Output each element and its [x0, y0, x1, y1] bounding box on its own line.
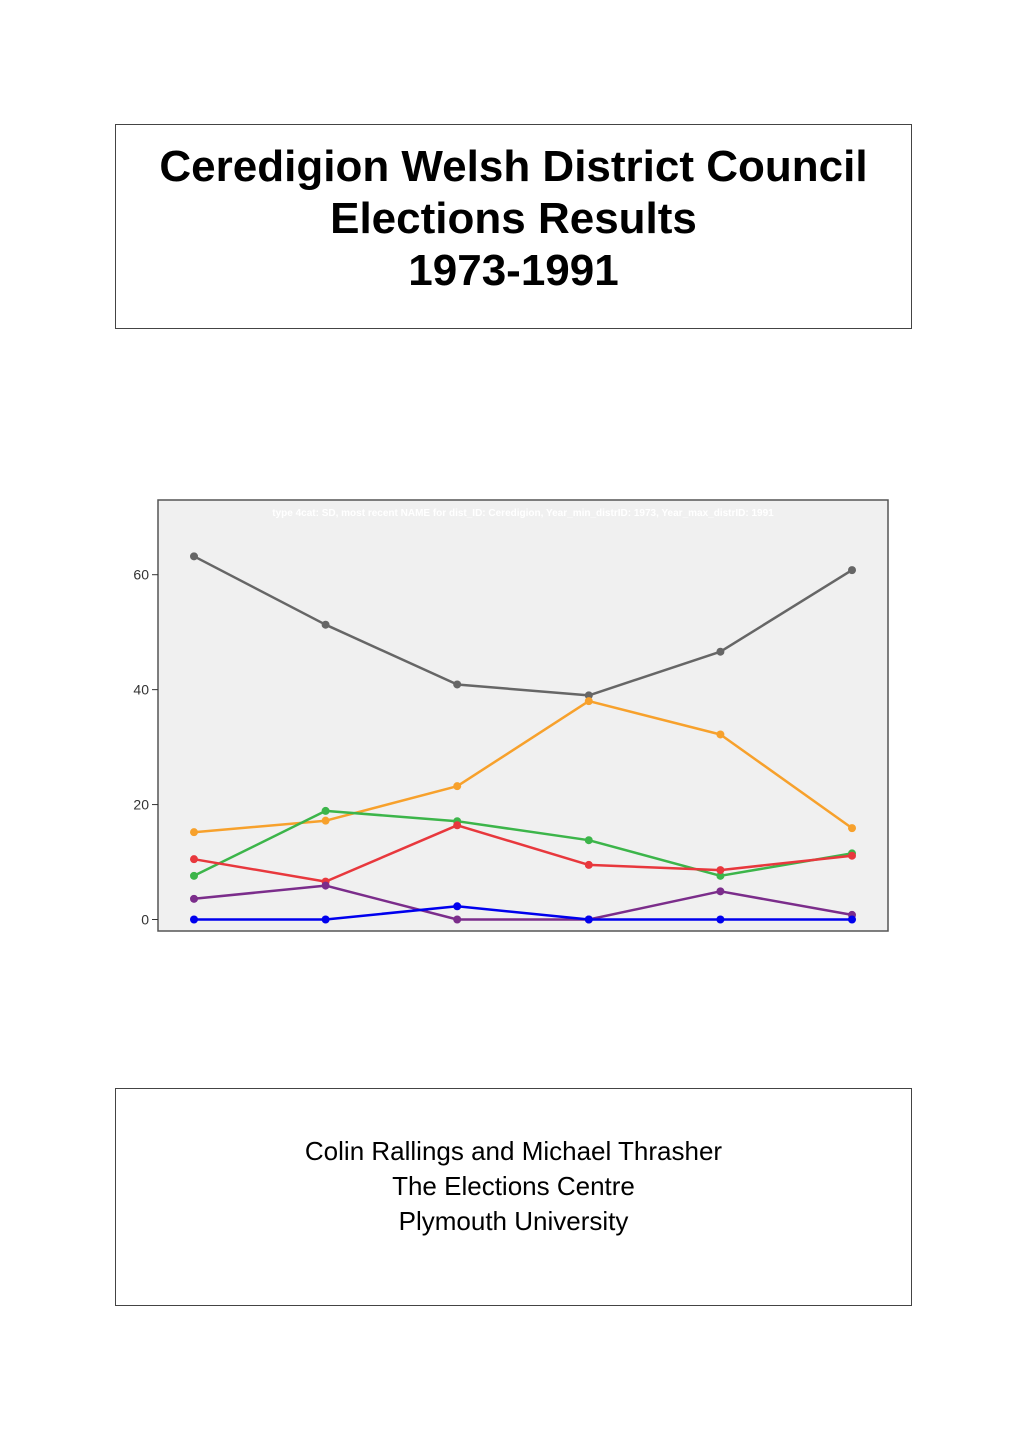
title-line-3: 1973-1991 [408, 246, 619, 295]
y-tick-label: 60 [133, 566, 149, 583]
series-5-point [848, 916, 856, 924]
series-0-point [190, 552, 198, 560]
series-3-point [585, 861, 593, 869]
series-2-point [585, 836, 593, 844]
series-2-point [322, 807, 330, 815]
chart-title: type 4cat: SD, most recent NAME for dist_ID: Ceredigion, Year_min_distrID: 1973, Year_max_distrID: 1991 [272, 508, 774, 519]
series-5-point [585, 916, 593, 924]
author-box [115, 1088, 912, 1306]
series-3-point [190, 855, 198, 863]
y-tick-label: 40 [133, 681, 149, 698]
series-4-point [453, 916, 461, 924]
results-chart [100, 490, 900, 940]
series-1-point [453, 782, 461, 790]
series-4-point [716, 887, 724, 895]
chart-svg [100, 490, 900, 940]
series-2-point [190, 872, 198, 880]
author-university: Plymouth University [398, 1206, 629, 1236]
title-box [115, 124, 912, 329]
series-3-point [716, 866, 724, 874]
series-5-point [716, 916, 724, 924]
title-line-2: Elections Results [330, 194, 697, 243]
series-4-point [190, 895, 198, 903]
series-5-point [190, 916, 198, 924]
series-1-point [190, 828, 198, 836]
author-names: Colin Rallings and Michael Thrasher [304, 1136, 723, 1166]
series-0-point [453, 680, 461, 688]
series-1-point [848, 824, 856, 832]
y-tick-label: 20 [133, 796, 149, 813]
series-4-point [322, 882, 330, 890]
series-5-point [453, 902, 461, 910]
series-5-point [322, 916, 330, 924]
series-1-point [322, 817, 330, 825]
series-1-point [585, 697, 593, 705]
series-0-point [716, 648, 724, 656]
series-3-point [453, 821, 461, 829]
series-3-point [848, 852, 856, 860]
y-tick-label: 0 [141, 911, 149, 928]
series-1-point [716, 730, 724, 738]
author-organisation: The Elections Centre [392, 1171, 635, 1201]
series-0-point [848, 566, 856, 574]
title-line-1: Ceredigion Welsh District Council [159, 142, 868, 191]
series-0-point [322, 621, 330, 629]
